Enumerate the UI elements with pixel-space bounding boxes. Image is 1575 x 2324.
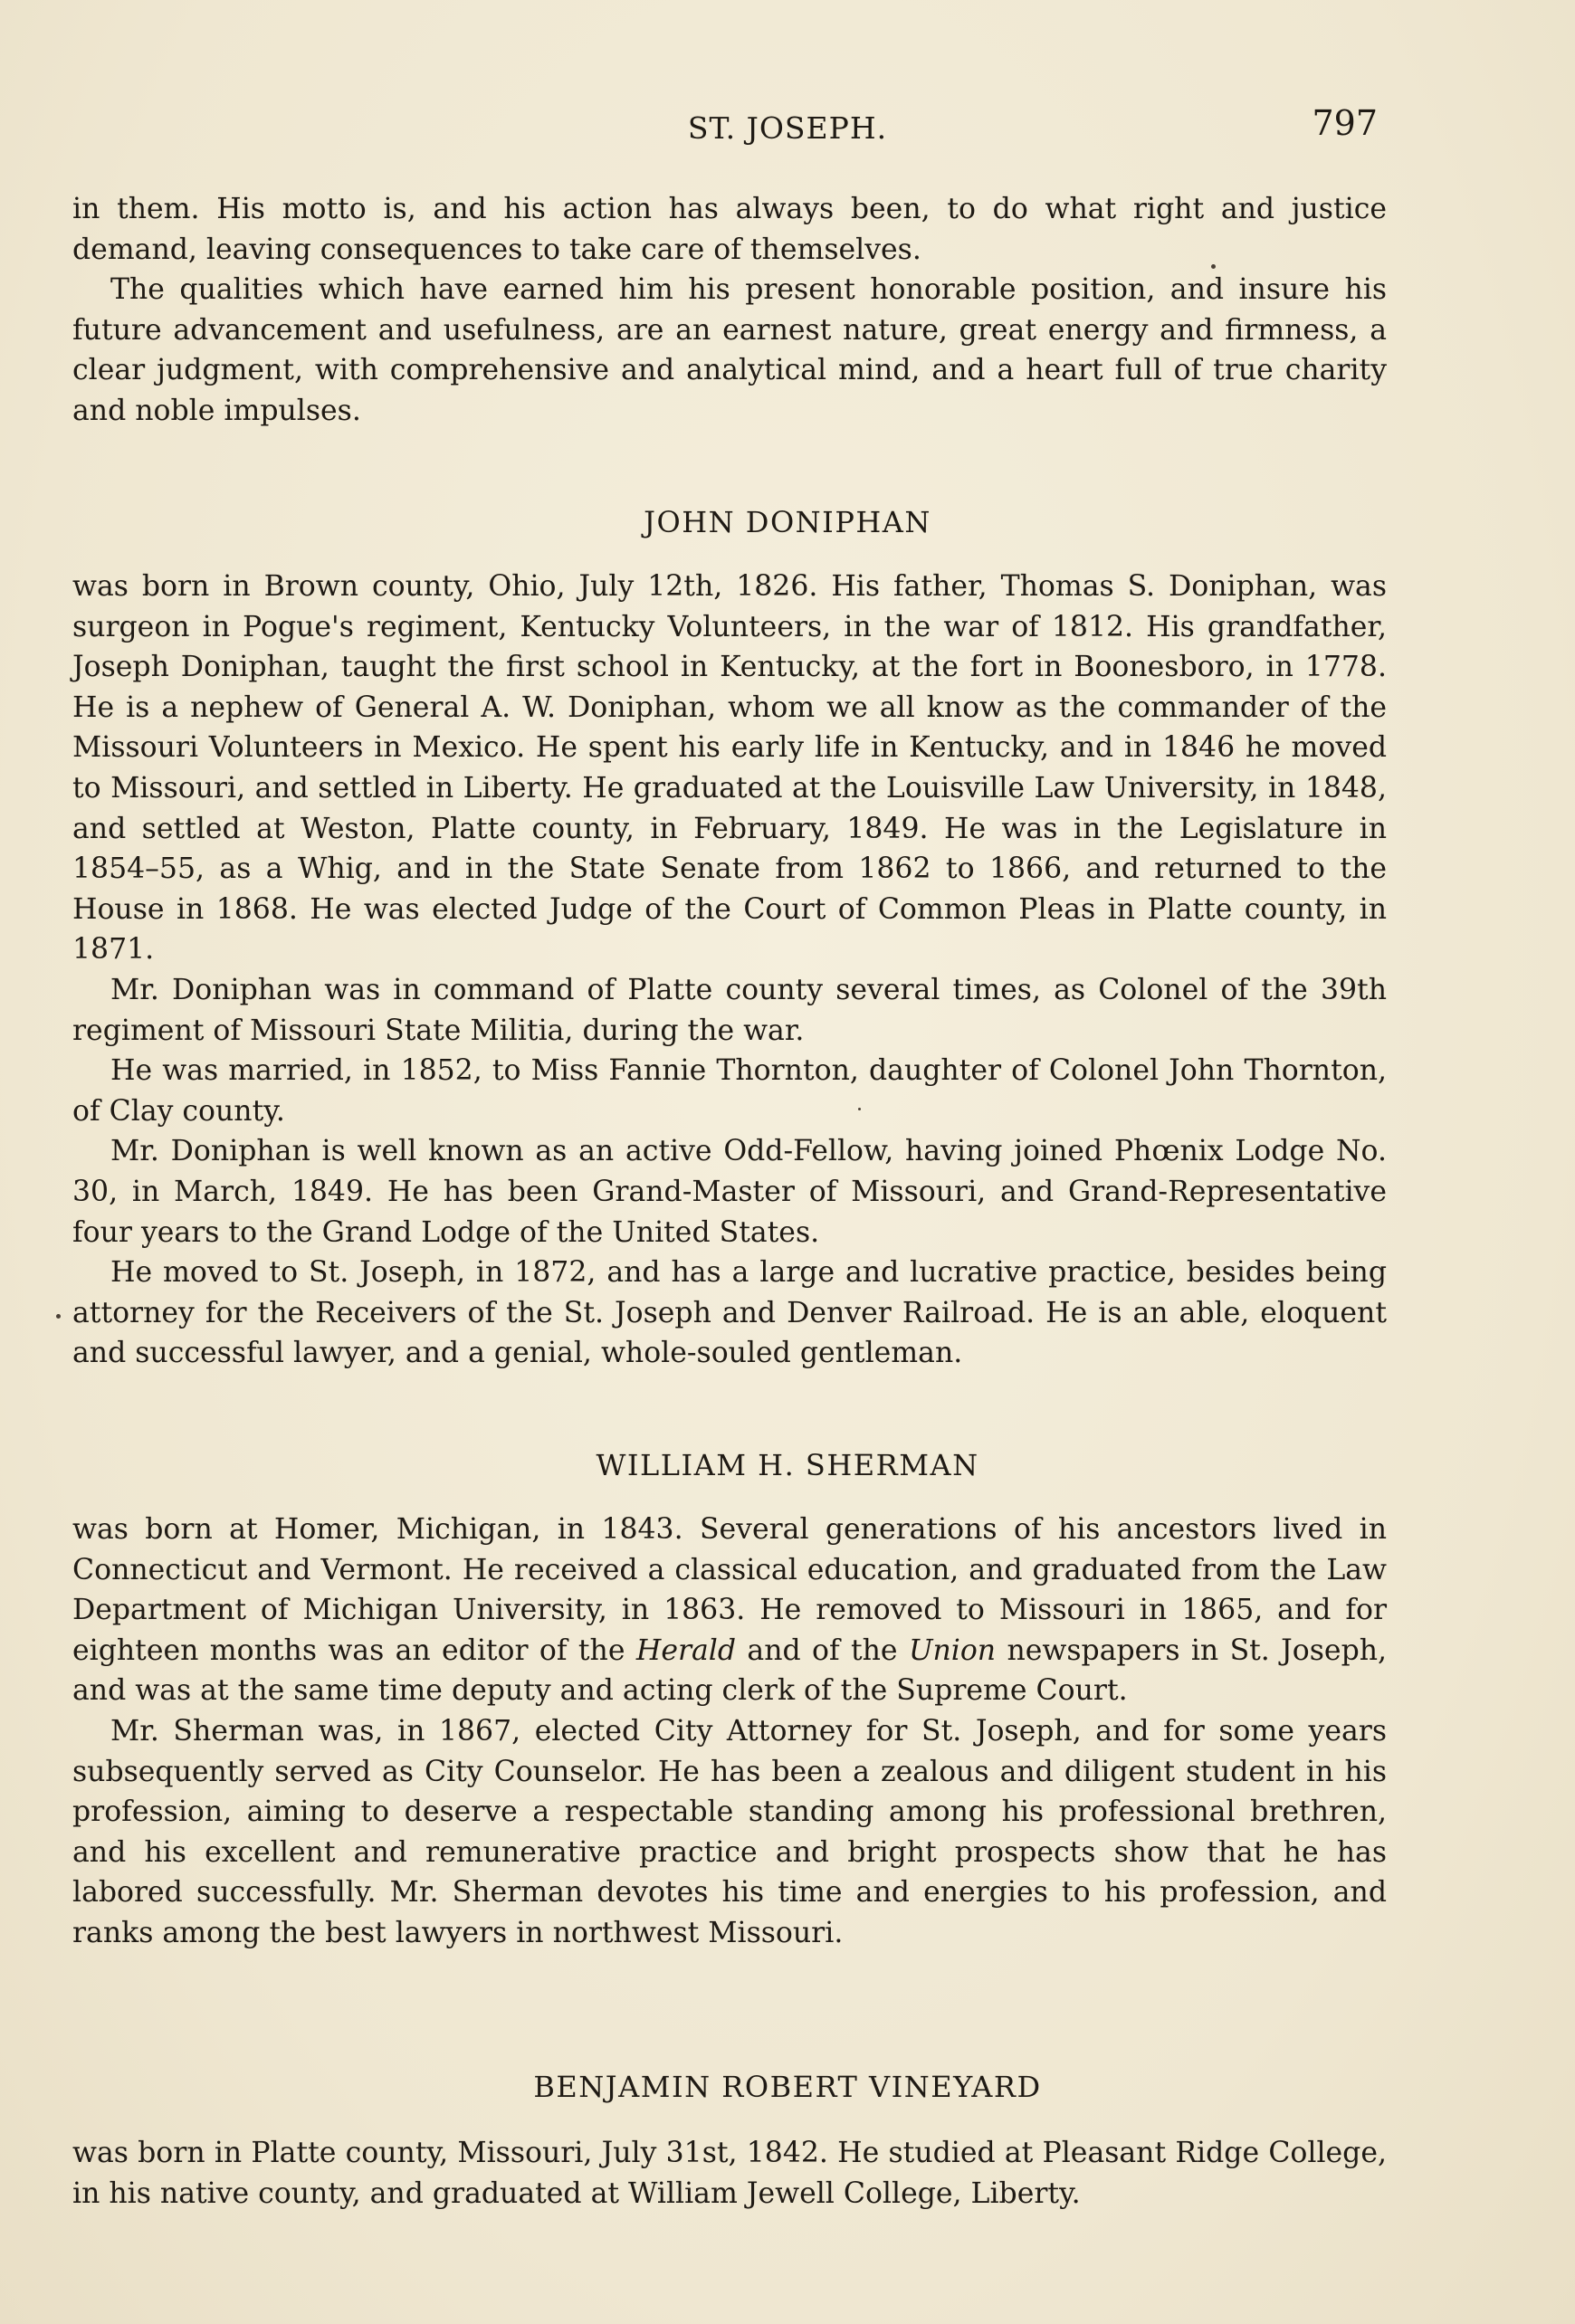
doniphan-paragraph-3: He was married, in 1852, to Miss Fannie Thornton, daughter of Colonel John Thornton, of Clay county. xyxy=(72,1054,1387,1128)
paper-speck xyxy=(56,1314,61,1319)
doniphan-paragraph-4: Mr. Doniphan is well known as an active Odd-Fellow, having joined Phœnix Lodge No. 30, in March, 1849. He has been Grand-Master of Missouri, and Grand-Representative four years to the Grand Lodge of the United States. xyxy=(72,1135,1387,1249)
paper-speck xyxy=(858,1108,861,1110)
sherman-p1-text-c: newspapers in St. Joseph, and was at the same time deputy and acting clerk of the Supreme Court. xyxy=(72,1633,1388,1708)
vineyard-section xyxy=(72,2133,1387,2214)
herald-title: Herald xyxy=(635,1633,737,1667)
vineyard-paragraph-1: was born in Platte county, Missouri, July 31st, 1842. He studied at Pleasant Ridge College, in his native county, and graduated at William Jewell College, Liberty. xyxy=(72,2137,1387,2210)
doniphan-section xyxy=(72,567,1387,1374)
paper-speck xyxy=(1211,264,1216,269)
running-title: ST. JOSEPH. xyxy=(687,110,888,146)
intro-section xyxy=(72,189,1387,432)
sherman-paragraph-1 xyxy=(72,1510,1387,1711)
intro-paragraph-1: in them. His motto is, and his action has always been, to do what right and justice demand, leaving consequences to take care of themselves. xyxy=(72,193,1387,266)
intro-paragraph-2: The qualities which have earned him his present honorable position, and insure his future advancement and usefulness, are an earnest nature, great energy and firmness, a clear judgment, with comprehensive and analytical mind, and a heart full of true charity and noble impulses. xyxy=(72,273,1387,427)
sherman-paragraph-2: Mr. Sherman was, in 1867, elected City Attorney for St. Joseph, and for some years subsequently served as City Counselor. He has been a zealous and diligent student in his profession, aiming to deserve a respectable standing among his professional brethren, and his excellent and remunerative practice and bright prospects show that he has labored successfully. Mr. Sherman devotes his time and energies to his profession, and ranks among the best lawyers in northwest Missouri. xyxy=(72,1714,1387,1949)
sherman-section xyxy=(72,1510,1387,1954)
doniphan-paragraph-5: He moved to St. Joseph, in 1872, and has a large and lucrative practice, besides being attorney for the Receivers of the St. Joseph and Denver Railroad. He is an able, eloquent and successful lawyer, and a genial, whole-souled gentleman. xyxy=(72,1256,1387,1370)
section-heading-sherman: WILLIAM H. SHERMAN xyxy=(596,1448,979,1482)
sherman-p1-text-b: and of the xyxy=(747,1633,898,1667)
union-title: Union xyxy=(908,1633,997,1667)
sherman-p1-text-a: was born at Homer, Michigan, in 1843. Several generations of his ancestors lived in Connecticut and Vermont. He received a classical education, and graduated from the Law Department of Michigan University, in 1863. He removed to Missouri in 1865, and for eighteen months was an editor of the xyxy=(72,1513,1387,1667)
section-heading-vineyard: BENJAMIN ROBERT VINEYARD xyxy=(533,2070,1042,2104)
section-heading-doniphan: JOHN DONIPHAN xyxy=(644,505,931,539)
page-number: 797 xyxy=(1312,103,1378,143)
doniphan-paragraph-2: Mr. Doniphan was in command of Platte county several times, as Colonel of the 39th regiment of Missouri State Militia, during the war. xyxy=(72,973,1387,1047)
doniphan-paragraph-1: was born in Brown county, Ohio, July 12th, 1826. His father, Thomas S. Doniphan, was surgeon in Pogue's regiment, Kentucky Volunteers, in the war of 1812. His grandfather, Joseph Doniphan, taught the first school in Kentucky, at the fort in Boonesboro, in 1778. He is a nephew of General A. W. Doniphan, whom we all know as the commander of the Missouri Volunteers in Mexico. He spent his early life in Kentucky, and in 1846 he moved to Missouri, and settled in Liberty. He graduated at the Louisville Law University, in 1848, and settled at Weston, Platte county, in February, 1849. He was in the Legislature in 1854–55, as a Whig, and in the State Senate from 1862 to 1866, and returned to the House in 1868. He was elected Judge of the Court of Common Pleas in Platte county, in 1871. xyxy=(72,570,1387,967)
